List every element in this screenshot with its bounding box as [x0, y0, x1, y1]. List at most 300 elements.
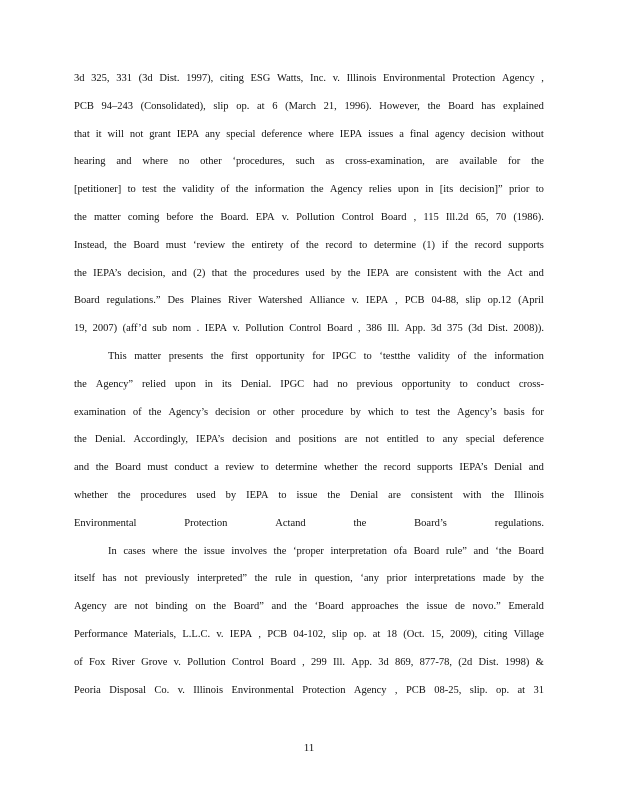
text-line	[74, 656, 544, 684]
word: cross-examination,	[345, 156, 425, 168]
word: ESG	[250, 73, 271, 84]
word: has	[102, 573, 117, 585]
word: Ill.	[387, 323, 400, 335]
word: a	[214, 462, 219, 474]
word: the	[200, 211, 214, 223]
word: record	[383, 462, 411, 474]
word: IEPA	[246, 489, 269, 501]
word: App.	[404, 323, 426, 335]
word: the	[74, 211, 87, 223]
word: 869,	[394, 656, 414, 668]
word: ‘proper	[292, 545, 324, 557]
text-line	[74, 155, 544, 183]
word: the	[233, 267, 247, 279]
word: 19,	[74, 323, 88, 335]
word: interpreted”	[196, 573, 248, 585]
word: ,	[258, 628, 262, 640]
word: [petitioner]	[74, 184, 122, 196]
word: used	[305, 267, 325, 279]
text-line	[74, 684, 544, 712]
word: Denial	[494, 462, 523, 474]
word: made	[482, 573, 506, 585]
word: Board.	[220, 211, 249, 223]
word: grant	[149, 128, 171, 140]
word: (March	[285, 100, 317, 112]
word: relied	[142, 378, 166, 390]
word: Watts,	[277, 73, 304, 84]
word: examination	[74, 406, 126, 418]
word: and	[171, 267, 187, 279]
word: at	[256, 100, 265, 112]
word: IPGC	[280, 378, 305, 390]
word: Protection	[452, 73, 496, 84]
word: Agency	[74, 601, 107, 613]
word: Fox	[89, 656, 106, 668]
word: available	[459, 156, 498, 168]
word: not	[129, 128, 144, 140]
word: decision,	[127, 267, 166, 279]
word: with	[463, 267, 482, 279]
word: Control	[231, 656, 264, 668]
word: L.L.C.	[182, 628, 211, 640]
word: such	[295, 156, 315, 168]
text-line	[74, 406, 544, 434]
word: the	[210, 350, 224, 362]
word: matter	[134, 350, 162, 362]
word: (3d	[138, 73, 153, 84]
word: hearing	[74, 156, 106, 168]
word: any	[442, 434, 458, 446]
word: the	[148, 406, 162, 418]
word: IEPA’s	[196, 434, 225, 446]
word: ‘review	[193, 239, 226, 251]
word: for	[531, 406, 544, 418]
word: other	[272, 406, 295, 418]
word: explained	[503, 100, 544, 112]
word: the	[437, 406, 451, 418]
word: that	[211, 267, 228, 279]
word: no	[337, 378, 348, 390]
word: Control	[341, 211, 374, 223]
word: v.	[351, 295, 359, 307]
word: ,	[358, 323, 361, 335]
word: whether	[323, 462, 358, 474]
word: slip	[213, 100, 229, 112]
word: citing	[219, 73, 244, 84]
word: PCB	[267, 628, 288, 640]
word: Board’s	[414, 517, 447, 529]
word: binding	[155, 601, 188, 613]
word: Plaines	[190, 295, 222, 307]
word: ,	[541, 73, 544, 84]
word: by	[513, 573, 524, 585]
word: the	[491, 489, 505, 501]
word: are	[344, 434, 358, 446]
word: IEPA	[229, 628, 253, 640]
word: at	[372, 628, 381, 640]
word: cases	[123, 545, 146, 557]
word: 3d	[378, 656, 389, 668]
word: v.	[281, 211, 289, 223]
word: will	[107, 128, 124, 140]
word: 3d	[431, 323, 442, 335]
word: EPA	[255, 211, 275, 223]
word: had	[313, 378, 329, 390]
word: other	[200, 156, 222, 168]
word: slip	[331, 628, 348, 640]
word: conduct	[476, 378, 510, 390]
word: Board	[413, 545, 440, 557]
word: novo.”	[472, 601, 501, 613]
word: Board	[326, 323, 353, 335]
word: prior	[386, 573, 407, 585]
word: opportunity	[255, 350, 305, 362]
word: Illinois	[514, 489, 544, 501]
word: or	[257, 406, 266, 418]
word: 325,	[91, 73, 110, 84]
word: by	[330, 267, 342, 279]
word: the	[531, 156, 544, 168]
word: IEPA’s	[459, 462, 488, 474]
word: IEPA’s	[93, 267, 122, 279]
word: the	[74, 378, 87, 390]
word: River	[111, 656, 135, 668]
word: 04-102,	[293, 628, 326, 640]
word: the	[305, 239, 319, 251]
word: 386	[366, 323, 382, 335]
word: opportunity	[401, 378, 451, 390]
word: the	[347, 267, 361, 279]
word: decision	[232, 434, 268, 446]
word: IPGC	[332, 350, 357, 362]
word: interpretation	[330, 545, 388, 557]
word: special	[226, 128, 256, 140]
word: of	[74, 656, 83, 668]
word: Illinois	[193, 684, 224, 696]
word: v.	[232, 323, 240, 335]
word: procedure	[301, 406, 344, 418]
word: (2d	[458, 656, 473, 668]
word: PCB	[74, 100, 94, 112]
text-line	[74, 517, 544, 545]
word: Ill.2d	[445, 211, 469, 223]
word: Environmental	[383, 73, 446, 84]
word: Pollution	[187, 656, 226, 668]
word: deference	[503, 434, 544, 446]
text-line	[74, 600, 544, 628]
word: the	[310, 184, 324, 196]
word: Ill.	[333, 656, 345, 668]
word: Dist.	[159, 73, 180, 84]
word: it	[95, 128, 102, 140]
text-line	[74, 239, 544, 267]
word: at	[517, 684, 526, 696]
word: for	[508, 156, 521, 168]
word: which	[367, 406, 394, 418]
text-line	[74, 461, 544, 489]
word: basis	[503, 406, 525, 418]
word: &	[535, 656, 544, 668]
word: record	[325, 239, 353, 251]
word: Emerald	[508, 601, 544, 613]
word: the	[95, 462, 109, 474]
word: before	[166, 211, 194, 223]
word: not	[134, 601, 148, 613]
word: Village	[513, 628, 544, 640]
word: and	[528, 267, 544, 279]
word: Protection	[184, 517, 228, 529]
word: the	[364, 462, 378, 474]
word: validity	[417, 350, 450, 362]
word: Materials,	[133, 628, 177, 640]
word: v.	[177, 684, 185, 696]
word: ,	[413, 211, 417, 223]
word: and	[74, 462, 90, 474]
word: Act	[507, 267, 523, 279]
word: 3d	[74, 73, 85, 84]
word: of	[220, 184, 230, 196]
word: issue	[203, 545, 225, 557]
word: 6	[272, 100, 278, 112]
word: Co.	[154, 684, 170, 696]
word: regulations.	[494, 517, 544, 529]
word: v.	[173, 656, 181, 668]
word: 115	[423, 211, 439, 223]
word: Environmental	[231, 684, 294, 696]
word: rule	[275, 573, 292, 585]
word: for	[312, 350, 325, 362]
word: Pollution	[296, 211, 335, 223]
word: (Consolidated),	[140, 100, 206, 112]
word: Des	[167, 295, 184, 307]
word: information	[494, 350, 544, 362]
word: first	[231, 350, 249, 362]
word: Grove	[141, 656, 168, 668]
word: a	[399, 128, 404, 140]
word: entirety	[251, 239, 284, 251]
word: relies	[368, 184, 392, 196]
page-number: 11	[303, 742, 315, 754]
word: of	[132, 406, 142, 418]
word: PCB	[404, 295, 425, 307]
word: slip	[465, 295, 481, 307]
word: 94–243	[101, 100, 134, 112]
word: (1986).	[513, 211, 544, 223]
word: previously	[145, 573, 190, 585]
word: in	[425, 184, 434, 196]
word: interpretations	[414, 573, 476, 585]
word: of	[290, 239, 300, 251]
word: the	[113, 239, 127, 251]
word: Agency”	[95, 378, 134, 390]
word: review	[225, 462, 255, 474]
word: Disposal	[109, 684, 146, 696]
body-text	[74, 72, 544, 711]
word: supports	[508, 239, 544, 251]
word: the	[184, 545, 198, 557]
word: (2)	[193, 267, 206, 279]
word: Board	[270, 656, 296, 668]
word: procedures	[140, 489, 187, 501]
word: entitled	[386, 434, 419, 446]
word: matter	[93, 211, 121, 223]
word: decision]”	[459, 184, 503, 196]
word: are	[388, 489, 401, 501]
word: Agency’s	[457, 406, 497, 418]
word: op.	[495, 684, 510, 696]
word: the	[427, 100, 441, 112]
word: the	[353, 517, 367, 529]
word: Control	[289, 323, 322, 335]
word: the	[531, 573, 544, 585]
text-line	[74, 628, 544, 656]
word: the	[406, 601, 419, 613]
word: and	[473, 545, 489, 557]
word: Actand	[275, 517, 306, 529]
word: (3d	[468, 323, 483, 335]
word: positions	[298, 434, 337, 446]
word: 331	[116, 73, 132, 84]
word: record	[474, 239, 502, 251]
word: citing	[483, 628, 508, 640]
word: slip.	[469, 684, 488, 696]
word: presents	[168, 350, 204, 362]
word: to	[127, 184, 136, 196]
word: 65,	[475, 211, 489, 223]
word: Pollution	[245, 323, 284, 335]
word: sub	[152, 323, 167, 335]
word: agency	[435, 128, 465, 140]
word: 877-78,	[419, 656, 452, 668]
word: decision	[470, 128, 506, 140]
word: IEPA	[204, 323, 228, 335]
word: 2009),	[450, 628, 478, 640]
word: the	[273, 545, 287, 557]
word: rule”	[445, 545, 467, 557]
word: ‘any	[360, 573, 380, 585]
word: ,	[395, 295, 398, 307]
word: Board”	[233, 601, 264, 613]
text-line	[74, 211, 544, 239]
word: ,	[302, 656, 305, 668]
text-line	[74, 183, 544, 211]
word: issues	[368, 128, 394, 140]
word: and	[116, 156, 132, 168]
text-line	[74, 350, 544, 378]
word: coming	[127, 211, 160, 223]
text-line	[74, 72, 544, 100]
word: de	[455, 601, 465, 613]
word: supports	[417, 462, 453, 474]
word: 21,	[323, 100, 337, 112]
word: op.12	[487, 295, 512, 307]
word: (1)	[422, 239, 436, 251]
word: upon	[174, 378, 196, 390]
word: prior	[508, 184, 530, 196]
word: to	[363, 350, 372, 362]
word: by	[350, 406, 361, 418]
word: IEPA	[366, 267, 390, 279]
word: Denial.	[240, 378, 272, 390]
word: the	[162, 184, 176, 196]
word: must	[147, 462, 168, 474]
word: whether	[74, 489, 108, 501]
word: Agency	[501, 73, 535, 84]
word: regulations.”	[106, 295, 161, 307]
word: the	[213, 601, 227, 613]
word: of	[457, 350, 467, 362]
word: ,	[394, 684, 398, 696]
word: 1997),	[186, 73, 214, 84]
word: 31	[533, 684, 544, 696]
word: IEPA	[176, 128, 200, 140]
word: final	[409, 128, 430, 140]
word: Board	[133, 239, 160, 251]
word: in	[298, 573, 308, 585]
word: where	[308, 128, 334, 140]
word: its	[221, 378, 232, 390]
word: In	[108, 545, 117, 557]
word: the	[231, 239, 245, 251]
word: ‘Board	[314, 601, 344, 613]
word: IEPA	[365, 295, 389, 307]
word: 08-25,	[434, 684, 462, 696]
word: test	[142, 184, 157, 196]
word: if	[441, 239, 449, 251]
word: has	[481, 100, 496, 112]
word: Inc.	[309, 73, 327, 84]
text-line	[74, 294, 544, 322]
word: issue	[296, 489, 318, 501]
word: 18	[386, 628, 398, 640]
word: 70	[495, 211, 507, 223]
text-line	[74, 100, 544, 128]
word: itself	[74, 573, 95, 585]
text-line	[74, 128, 544, 156]
word: involves	[231, 545, 267, 557]
word: with	[462, 489, 482, 501]
word: where	[142, 156, 168, 168]
word: to	[278, 489, 287, 501]
word: Alliance	[309, 295, 345, 307]
word: 15,	[430, 628, 444, 640]
word: to	[535, 184, 544, 196]
word: Agency’s	[168, 406, 209, 418]
word: Denial.	[94, 434, 126, 446]
word: ofa	[393, 545, 408, 557]
word: procedures	[252, 267, 300, 279]
word: must	[165, 239, 187, 251]
word: Dist.	[478, 656, 499, 668]
word: 2008)).	[513, 323, 544, 335]
word: ‘testthe	[379, 350, 411, 362]
word: App.	[351, 656, 372, 668]
word: 2007)	[92, 323, 118, 335]
word: any	[205, 128, 221, 140]
word: conduct	[174, 462, 208, 474]
word: (aff’d	[122, 323, 147, 335]
word: the	[294, 601, 308, 613]
word: the	[254, 573, 268, 585]
word: 299	[311, 656, 327, 668]
word: to	[359, 239, 368, 251]
word: are	[395, 267, 409, 279]
word: Accordingly,	[133, 434, 188, 446]
word: the	[74, 434, 87, 446]
word: validity	[182, 184, 215, 196]
word: IEPA	[339, 128, 363, 140]
word: Board	[448, 100, 474, 112]
